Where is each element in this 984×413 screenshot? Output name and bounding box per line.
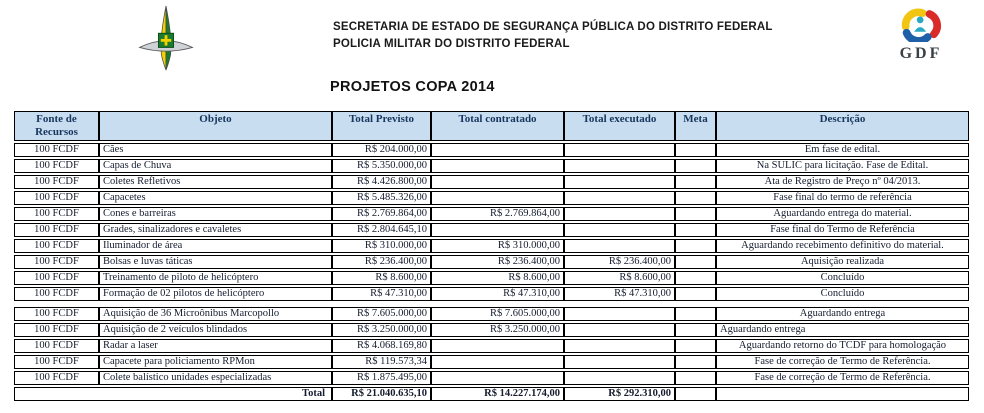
table-row <box>14 371 969 385</box>
cell-total-previsto: R$ 8.600,00 <box>332 271 431 285</box>
cell-objeto: Radar a laser <box>99 339 332 353</box>
cell-total-contratado <box>431 143 564 157</box>
gdf-label: GDF <box>899 45 943 62</box>
cell-descricao: Aguardando entrega <box>716 323 969 337</box>
cell-objeto: Aquisição de 36 Microônibus Marcopollo <box>99 307 332 321</box>
cell-total-previsto: R$ 2.804.645,10 <box>332 223 431 237</box>
table-row <box>14 159 969 173</box>
total-contratado-cell: R$ 14.227.174,00 <box>431 387 564 401</box>
cell-total-executado: R$ 8.600,00 <box>564 271 675 285</box>
total-previsto-cell: R$ 21.040.635,10 <box>332 387 431 401</box>
cell-total-executado <box>564 143 675 157</box>
cell-meta <box>675 271 716 285</box>
total-descricao-cell <box>716 387 969 401</box>
table-row <box>14 143 969 157</box>
cell-total-previsto: R$ 4.426.800,00 <box>332 175 431 189</box>
cell-fonte-recursos: 100 FCDF <box>14 159 99 173</box>
table-header <box>14 111 969 141</box>
cell-descricao: Aguardando entrega do material. <box>716 207 969 221</box>
cell-total-contratado: R$ 236.400,00 <box>431 255 564 269</box>
cell-objeto: Bolsas e luvas táticas <box>99 255 332 269</box>
cell-total-executado: R$ 47.310,00 <box>564 287 675 301</box>
cell-total-executado <box>564 339 675 353</box>
table-row <box>14 271 969 285</box>
cell-meta <box>675 159 716 173</box>
cell-objeto: Grades, sinalizadores e cavaletes <box>99 223 332 237</box>
cell-total-executado <box>564 307 675 321</box>
cell-descricao: Aguardando retorno do TCDF para homologação <box>716 339 969 353</box>
table-row <box>14 323 969 337</box>
cell-meta <box>675 307 716 321</box>
cell-objeto: Cones e barreiras <box>99 207 332 221</box>
cell-total-executado <box>564 175 675 189</box>
cell-fonte-recursos: 100 FCDF <box>14 371 99 385</box>
table-row <box>14 207 969 221</box>
table-row <box>14 339 969 353</box>
cell-objeto: Capas de Chuva <box>99 159 332 173</box>
cell-fonte-recursos: 100 FCDF <box>14 207 99 221</box>
total-row <box>14 387 969 401</box>
cell-total-executado <box>564 371 675 385</box>
cell-objeto: Aquisição de 2 veículos blindados <box>99 323 332 337</box>
cell-total-previsto: R$ 204.000,00 <box>332 143 431 157</box>
table-row <box>14 287 969 301</box>
cell-total-contratado <box>431 223 564 237</box>
cell-total-previsto: R$ 236.400,00 <box>332 255 431 269</box>
cell-total-executado <box>564 223 675 237</box>
cell-fonte-recursos: 100 FCDF <box>14 143 99 157</box>
spacer-cell <box>14 303 969 305</box>
cell-total-previsto: R$ 47.310,00 <box>332 287 431 301</box>
table-row <box>14 255 969 269</box>
cell-total-executado <box>564 239 675 253</box>
cell-meta <box>675 339 716 353</box>
cell-fonte-recursos: 100 FCDF <box>14 339 99 353</box>
cell-total-previsto: R$ 2.769.864,00 <box>332 207 431 221</box>
cell-descricao: Concluído <box>716 287 969 301</box>
cell-total-contratado: R$ 8.600,00 <box>431 271 564 285</box>
cell-objeto: Formação de 02 pilotos de helicóptero <box>99 287 332 301</box>
org-header <box>333 19 773 54</box>
col-header-fonte: Fonte de Recursos <box>14 111 99 141</box>
col-header-previsto: Total Previsto <box>332 111 431 141</box>
table-row <box>14 175 969 189</box>
gdf-logo <box>886 8 956 60</box>
cell-total-executado <box>564 159 675 173</box>
cell-descricao: Fase final do termo de referência <box>716 191 969 205</box>
cell-total-contratado <box>431 355 564 369</box>
cell-meta <box>675 287 716 301</box>
cell-total-previsto: R$ 4.068.169,80 <box>332 339 431 353</box>
org-line2: POLICIA MILITAR DO DISTRITO FEDERAL <box>333 38 570 51</box>
total-label-cell: Total <box>14 387 332 401</box>
cell-total-executado <box>564 355 675 369</box>
table-row <box>14 307 969 321</box>
cell-objeto: Treinamento de piloto de helicóptero <box>99 271 332 285</box>
page-title: PROJETOS COPA 2014 <box>330 79 495 95</box>
cell-total-previsto: R$ 1.875.495,00 <box>332 371 431 385</box>
cell-fonte-recursos: 100 FCDF <box>14 223 99 237</box>
cell-total-contratado <box>431 371 564 385</box>
cell-fonte-recursos: 100 FCDF <box>14 175 99 189</box>
col-header-objeto: Objeto <box>99 111 332 141</box>
table-row <box>14 191 969 205</box>
cell-total-previsto: R$ 5.485.326,00 <box>332 191 431 205</box>
cell-total-executado <box>564 207 675 221</box>
col-header-meta: Meta <box>675 111 716 141</box>
cell-meta <box>675 175 716 189</box>
cell-total-contratado: R$ 47.310,00 <box>431 287 564 301</box>
cell-total-contratado: R$ 3.250.000,00 <box>431 323 564 337</box>
cell-total-contratado <box>431 159 564 173</box>
cell-objeto: Iluminador de área <box>99 239 332 253</box>
cell-descricao: Aguardando entrega <box>716 307 969 321</box>
table-row <box>14 239 969 253</box>
cell-descricao: Fase de correção de Termo de Referência. <box>716 371 969 385</box>
cell-total-contratado <box>431 339 564 353</box>
cell-total-executado <box>564 323 675 337</box>
cell-total-contratado: R$ 7.605.000,00 <box>431 307 564 321</box>
cell-total-previsto: R$ 310.000,00 <box>332 239 431 253</box>
row-spacer <box>14 303 969 305</box>
cell-descricao: Em fase de edital. <box>716 143 969 157</box>
cell-total-executado <box>564 191 675 205</box>
cell-total-contratado: R$ 310.000,00 <box>431 239 564 253</box>
cell-total-previsto: R$ 5.350.000,00 <box>332 159 431 173</box>
cell-total-previsto: R$ 7.605.000,00 <box>332 307 431 321</box>
cell-fonte-recursos: 100 FCDF <box>14 191 99 205</box>
cell-meta <box>675 207 716 221</box>
projects-table <box>14 109 969 403</box>
cell-fonte-recursos: 100 FCDF <box>14 255 99 269</box>
cell-meta <box>675 371 716 385</box>
cell-objeto: Colete balístico unidades especializadas <box>99 371 332 385</box>
col-header-contratado: Total contratado <box>431 111 564 141</box>
cell-meta <box>675 223 716 237</box>
cell-total-contratado: R$ 2.769.864,00 <box>431 207 564 221</box>
cell-descricao: Aguardando recebimento definitivo do material. <box>716 239 969 253</box>
cell-meta <box>675 323 716 337</box>
total-executado-cell: R$ 292.310,00 <box>564 387 675 401</box>
cell-total-contratado <box>431 191 564 205</box>
org-line1: SECRETARIA DE ESTADO DE SEGURANÇA PÚBLICA DO DISTRITO FEDERAL <box>333 21 773 33</box>
cell-fonte-recursos: 100 FCDF <box>14 287 99 301</box>
cell-meta <box>675 239 716 253</box>
cell-fonte-recursos: 100 FCDF <box>14 239 99 253</box>
cell-meta <box>675 143 716 157</box>
cell-total-contratado <box>431 175 564 189</box>
cell-descricao: Ata de Registro de Preço nº 04/2013. <box>716 175 969 189</box>
distrito-federal-emblem-icon <box>137 5 195 71</box>
cell-objeto: Cães <box>99 143 332 157</box>
cell-descricao: Na SULIC para licitação. Fase de Edital. <box>716 159 969 173</box>
cell-descricao: Concluído <box>716 271 969 285</box>
cell-fonte-recursos: 100 FCDF <box>14 271 99 285</box>
cell-meta <box>675 255 716 269</box>
total-meta-cell <box>675 387 716 401</box>
cell-objeto: Capacetes <box>99 191 332 205</box>
table-body <box>14 143 969 401</box>
cell-fonte-recursos: 100 FCDF <box>14 323 99 337</box>
cell-objeto: Coletes Refletivos <box>99 175 332 189</box>
cell-meta <box>675 355 716 369</box>
cell-total-executado: R$ 236.400,00 <box>564 255 675 269</box>
cell-fonte-recursos: 100 FCDF <box>14 307 99 321</box>
cell-descricao: Fase final do Termo de Referência <box>716 223 969 237</box>
table-row <box>14 355 969 369</box>
cell-meta <box>675 191 716 205</box>
header-row <box>14 111 969 141</box>
cell-total-previsto: R$ 3.250.000,00 <box>332 323 431 337</box>
cell-objeto: Capacete para policiamento RPMon <box>99 355 332 369</box>
cell-descricao: Fase de correção de Termo de Referência. <box>716 355 969 369</box>
table-row <box>14 223 969 237</box>
col-header-executado: Total executado <box>564 111 675 141</box>
gdf-swirl-icon <box>895 8 947 42</box>
cell-descricao: Aquisição realizada <box>716 255 969 269</box>
cell-total-previsto: R$ 119.573,34 <box>332 355 431 369</box>
cell-fonte-recursos: 100 FCDF <box>14 355 99 369</box>
col-header-descricao: Descrição <box>716 111 969 141</box>
